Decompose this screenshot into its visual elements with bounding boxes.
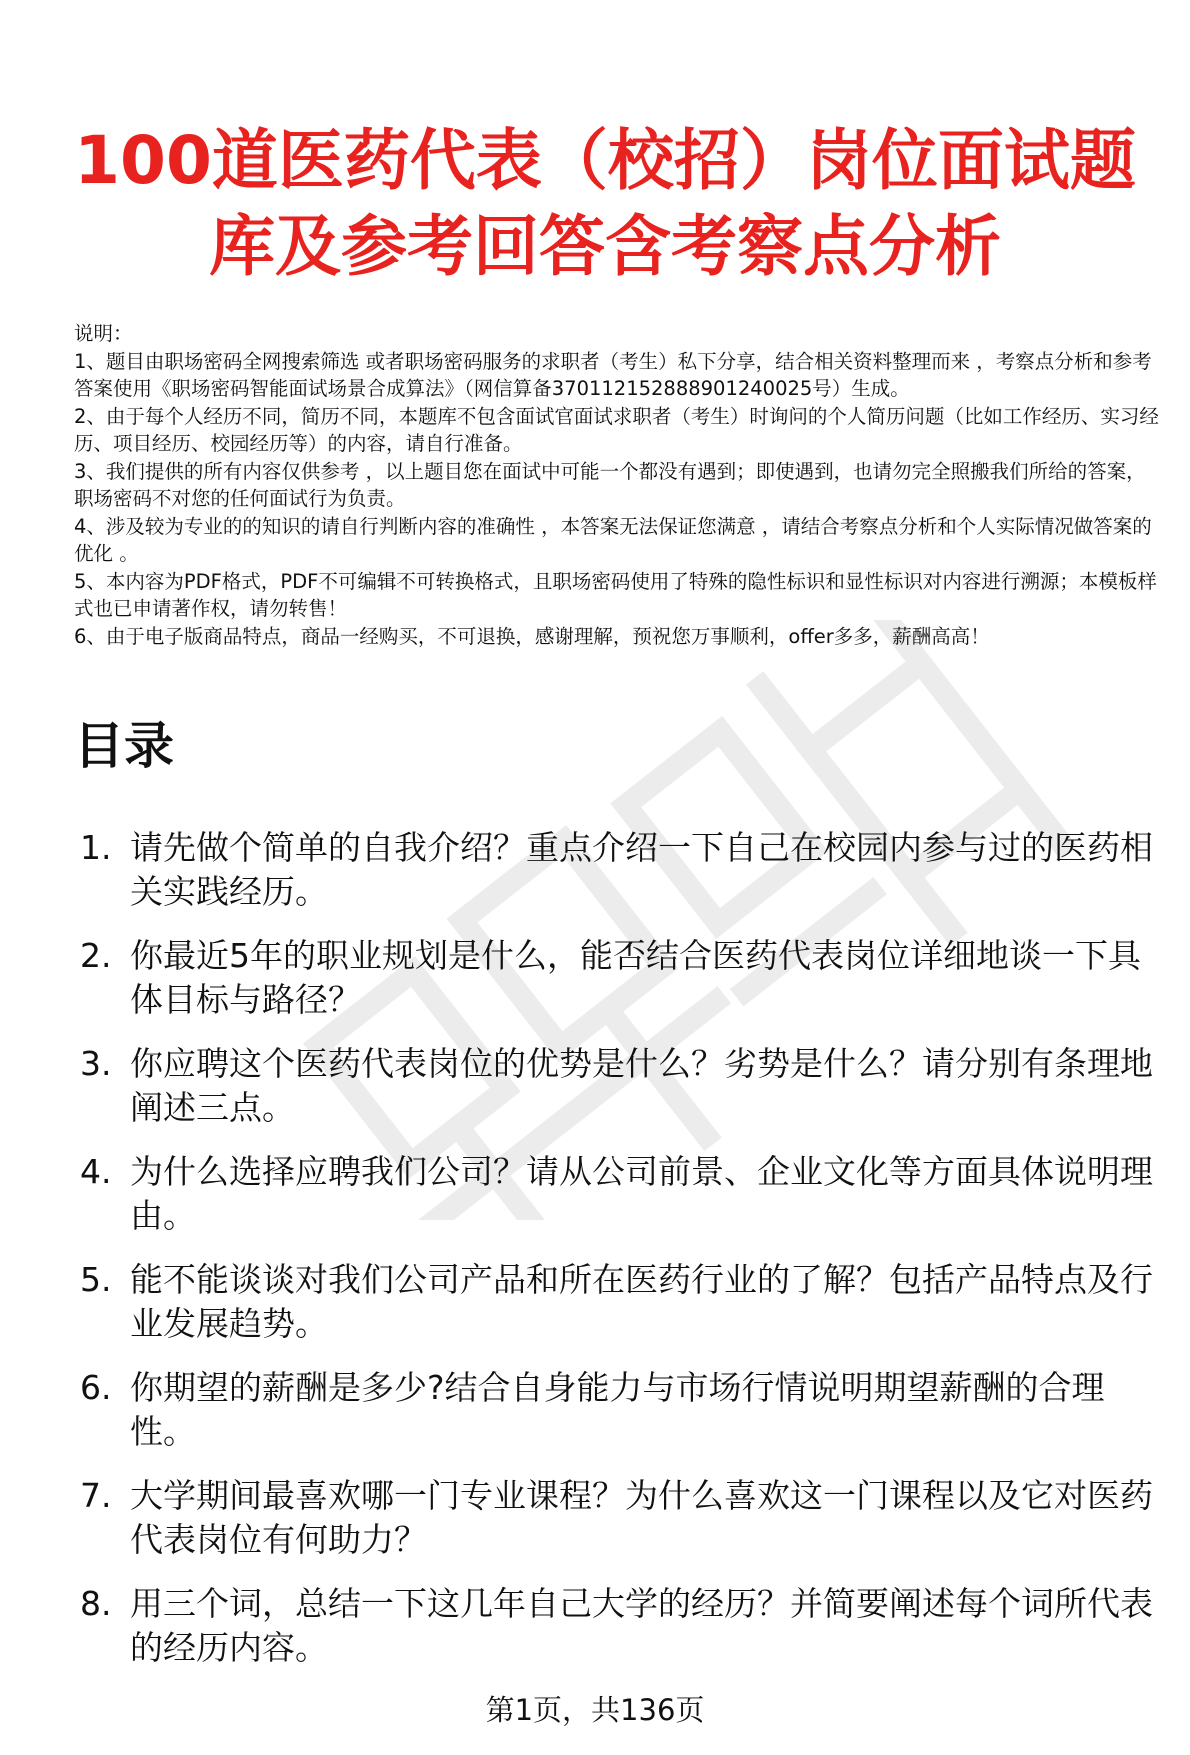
toc-item-number: 3. [80, 1044, 112, 1083]
notes-section [74, 320, 1164, 650]
toc-item[interactable] [74, 826, 1164, 914]
toc-item[interactable] [74, 1474, 1164, 1562]
toc-item-text: 你应聘这个医药代表岗位的优势是什么？劣势是什么？请分别有条理地阐述三点。 [130, 1044, 1153, 1127]
document-title [60, 118, 1150, 290]
toc-item-text: 用三个词，总结一下这几年自己大学的经历？并简要阐述每个词所代表的经历内容。 [130, 1584, 1153, 1667]
toc-item[interactable] [74, 1258, 1164, 1346]
toc-item-text: 能不能谈谈对我们公司产品和所在医药行业的了解？包括产品特点及行业发展趋势。 [130, 1260, 1153, 1343]
toc-item[interactable] [74, 934, 1164, 1022]
toc-list [74, 826, 1164, 1690]
toc-item-text: 大学期间最喜欢哪一门专业课程？为什么喜欢这一门课程以及它对医药代表岗位有何助力？ [130, 1476, 1153, 1559]
note-item-4: 4、涉及较为专业的的知识的请自行判断内容的准确性 ，本答案无法保证您满意 ，请结合考察点分析和个人实际情况做答案的优化 。 [74, 514, 1152, 565]
toc-item-text: 你最近5年的职业规划是什么，能否结合医药代表岗位详细地谈一下具体目标与路径？ [130, 936, 1141, 1019]
toc-item-number: 2. [80, 936, 112, 975]
toc-item-number: 6. [80, 1368, 112, 1407]
toc-item-text: 为什么选择应聘我们公司？请从公司前景、企业文化等方面具体说明理由。 [130, 1152, 1153, 1235]
toc-item-number: 8. [80, 1584, 112, 1623]
title-line-2: 库及参考回答含考察点分析 [209, 208, 1001, 285]
note-item-1: 1、题目由职场密码全网搜索筛选 或者职场密码服务的求职者（考生）私下分享，结合相关资料整理而来 ，考察点分析和参考答案使用《职场密码智能面试场景合成算法》（网信算备370112152888901240025号）生成。 [74, 349, 1152, 400]
title-line-1: 100道医药代表（校招）岗位面试题 [74, 122, 1136, 199]
page-footer: 第1页，共136页 [485, 1693, 705, 1727]
toc-item-number: 4. [80, 1152, 112, 1191]
toc-item-text: 请先做个简单的自我介绍？重点介绍一下自己在校园内参与过的医药相关实践经历。 [130, 828, 1153, 911]
toc-item[interactable] [74, 1042, 1164, 1130]
toc-item-number: 5. [80, 1260, 112, 1299]
toc-item-number: 7. [80, 1476, 112, 1515]
toc-item-number: 1. [80, 828, 112, 867]
notes-label: 说明： [74, 322, 133, 345]
note-item-6: 6、由于电子版商品特点，商品一经购买，不可退换，感谢理解，预祝您万事顺利，offer多多，薪酬高高！ [74, 624, 990, 648]
toc-item-text: 你期望的薪酬是多少?结合自身能力与市场行情说明期望薪酬的合理性。 [130, 1368, 1105, 1451]
note-item-2: 2、由于每个人经历不同，简历不同，本题库不包含面试官面试求职者（考生）时询问的个人简历问题（比如工作经历、实习经历、项目经历、校园经历等）的内容，请自行准备。 [74, 404, 1159, 455]
toc-item[interactable] [74, 1150, 1164, 1238]
note-item-5: 5、本内容为PDF格式，PDF不可编辑不可转换格式，且职场密码使用了特殊的隐性标识和显性标识对内容进行溯源；本模板样式也已申请著作权，请勿转售！ [74, 569, 1157, 620]
toc-item[interactable] [74, 1366, 1164, 1454]
toc-heading: 目录 [74, 717, 174, 775]
note-item-3: 3、我们提供的所有内容仅供参考 ，以上题目您在面试中可能一个都没有遇到；即使遇到，也请勿完全照搬我们所给的答案，职场密码不对您的任何面试行为负责。 [74, 459, 1146, 510]
toc-item[interactable] [74, 1582, 1164, 1670]
